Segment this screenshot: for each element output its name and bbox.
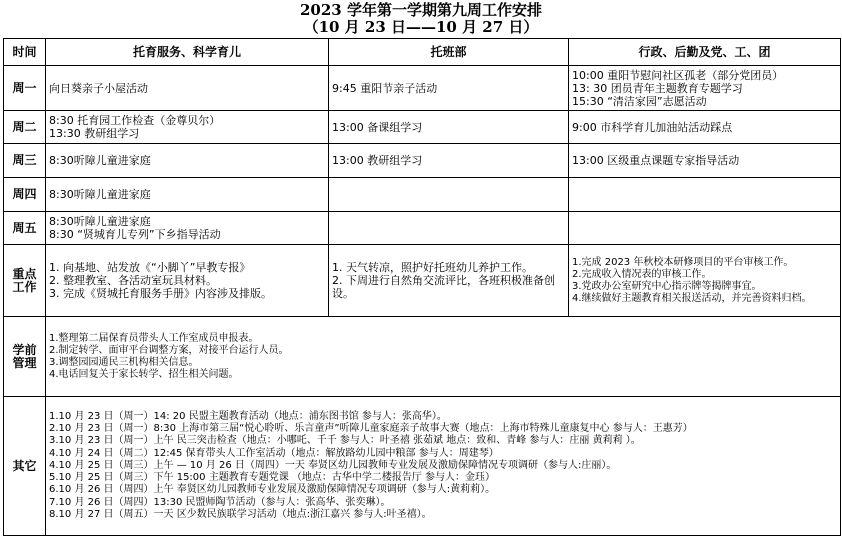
day-label: 周四 bbox=[4, 178, 46, 212]
day-label: 周三 bbox=[4, 144, 46, 178]
key-work-label: 重点 工作 bbox=[4, 245, 46, 317]
entry: 8:30听障儿童进家庭 bbox=[49, 154, 151, 167]
tuesday-admin bbox=[569, 111, 841, 144]
entry: 4.继续做好主题教育相关报送活动，并完善资料归档。 bbox=[572, 292, 812, 304]
thursday-admin bbox=[569, 178, 841, 212]
row-thursday bbox=[4, 178, 841, 212]
entry: 1.完成 2023 年秋校本研修项目的平台审核工作。 bbox=[572, 256, 794, 268]
entry: 5.10 月 25 日（周三）下午 15:00 主题教育专题党课 （地点：古华中学二楼报告厅 参与人：金珏） bbox=[49, 472, 496, 484]
entry: 15:30 “清洁家园”志愿活动 bbox=[572, 94, 707, 108]
day-label: 周一 bbox=[4, 66, 46, 111]
header-nursery: 托班部 bbox=[329, 39, 569, 66]
entry: 13:00 备课组学习 bbox=[332, 120, 423, 134]
preschool-content bbox=[46, 317, 841, 397]
entry: 4.10 月 25 日（周三）上午 — 10 月 26 日（周四）一天 奉贤区幼儿园教师专业发展及激励保障情况专项调研（参与人:庄丽）。 bbox=[49, 459, 617, 471]
entry: 3. 完成《贤城托育服务手册》内容涉及排版。 bbox=[49, 287, 272, 300]
row-monday bbox=[4, 66, 841, 111]
friday-admin bbox=[569, 212, 841, 245]
entry: 4.10 月 24 日（周二）12:45 保育带头人工作室活动（地点：解放路幼儿园中粮部 参与人：周建琴） bbox=[49, 447, 499, 459]
entry: 向日葵亲子小屋活动 bbox=[49, 81, 148, 95]
header-admin: 行政、后勤及党、工、团 bbox=[569, 39, 841, 66]
other-label: 其它 bbox=[4, 397, 46, 536]
header-row bbox=[4, 39, 841, 66]
wednesday-admin bbox=[569, 144, 841, 178]
entry: 1.整理第二届保育员带头人工作室成员申报表。 bbox=[49, 332, 259, 344]
tuesday-nursery bbox=[329, 111, 569, 144]
entry: 8.10 月 27 日（周五）一天 区少数民族联学习活动（地点:浙江嘉兴 参与人:叶圣禧）。 bbox=[49, 509, 432, 521]
tuesday-childcare bbox=[46, 111, 329, 144]
entry: 3.调整园园通民三机构相关信息。 bbox=[49, 356, 199, 368]
schedule-table bbox=[3, 38, 841, 536]
title-line-2: （10 月 23 日——10 月 27 日） bbox=[303, 18, 539, 36]
friday-nursery bbox=[329, 212, 569, 245]
key-work-admin bbox=[569, 245, 841, 317]
monday-nursery bbox=[329, 66, 569, 111]
entry: 2.完成收入情况表的审核工作。 bbox=[572, 268, 712, 280]
entry: 2. 整理教室、各活动室玩具材料。 bbox=[49, 274, 217, 287]
entry: 1. 天气转凉，照护好托班幼儿养护工作。 bbox=[332, 261, 533, 274]
row-other bbox=[4, 397, 841, 536]
wednesday-nursery bbox=[329, 144, 569, 178]
day-label: 周五 bbox=[4, 212, 46, 245]
entry: 13: 30 团员青年主题教育专题学习 bbox=[572, 81, 743, 95]
header-childcare: 托育服务、科学育儿 bbox=[46, 39, 329, 66]
entry: 2. 下周进行自然角交流评比，各班积极准备创设。 bbox=[332, 274, 555, 300]
thursday-childcare bbox=[46, 178, 329, 212]
entry: 3.10 月 23 日（周一）上午 民三突击检查（地点：小哪吒、千千 参与人：叶圣禧 张茹斌 地点：致和、青峰 参与人：庄丽 黄莉莉 ）。 bbox=[49, 435, 641, 447]
row-wednesday bbox=[4, 144, 841, 178]
title-line-1: 2023 学年第一学期第九周工作安排 bbox=[300, 1, 542, 19]
entry: 4.电话回复关于家长转学、招生相关问题。 bbox=[49, 368, 239, 380]
other-content bbox=[46, 397, 841, 536]
entry: 13:00 教研组学习 bbox=[332, 154, 423, 167]
entry: 8:30听障儿童进家庭 bbox=[49, 215, 151, 228]
entry: 10:00 重阳节慰问社区孤老（部分党团员） bbox=[572, 68, 784, 82]
monday-childcare bbox=[46, 66, 329, 111]
friday-childcare bbox=[46, 212, 329, 245]
entry: 9:45 重阳节亲子活动 bbox=[332, 81, 438, 95]
entry: 1. 向基地、站发放《“小脚丫”早教专报》 bbox=[49, 261, 251, 274]
entry: 8:30 “贤城育儿专列”下乡指导活动 bbox=[49, 228, 221, 241]
entry: 3.党政办公室研究中心指示牌等揭牌事宜。 bbox=[572, 280, 762, 292]
monday-admin bbox=[569, 66, 841, 111]
entry: 8:30 托育园工作检查（金尊贝尔） bbox=[49, 114, 221, 127]
day-label: 周二 bbox=[4, 111, 46, 144]
thursday-nursery bbox=[329, 178, 569, 212]
key-work-childcare bbox=[46, 245, 329, 317]
entry: 1.10 月 23 日（周一）14: 20 民盟主题教育活动（地点：浦东图书馆 参与人：张高华）。 bbox=[49, 410, 447, 422]
entry: 8:30听障儿童进家庭 bbox=[49, 188, 151, 201]
entry: 6.10 月 26 日（周四）上午 奉贤区幼儿园教师专业发展及激励保障情况专项调研（参与人:黄莉莉）。 bbox=[49, 484, 496, 496]
row-preschool bbox=[4, 317, 841, 397]
entry: 7.10 月 26 日（周四）13:30 民盟师陶节活动（参与人：张高华、张奕琳）。 bbox=[49, 496, 391, 508]
key-work-nursery bbox=[329, 245, 569, 317]
row-key-work bbox=[4, 245, 841, 317]
row-friday bbox=[4, 212, 841, 245]
entry: 13:30 教研组学习 bbox=[49, 127, 140, 140]
entry: 9:00 市科学育儿加油站活动踩点 bbox=[572, 120, 733, 134]
entry: 2.10 月 23 日（周一）8:30 上海市第三届“悦心聆听、乐言童声”听障儿童家庭亲子故事大赛（地点：上海市特殊儿童康复中心 参与人：王惠芳） bbox=[49, 422, 693, 434]
entry: 13:00 区级重点课题专家指导活动 bbox=[572, 154, 740, 167]
document-title bbox=[0, 0, 842, 36]
entry: 2.制定转学、面审平台调整方案，对接平台运行人员。 bbox=[49, 344, 289, 356]
header-time: 时间 bbox=[4, 39, 46, 66]
preschool-label: 学前 管理 bbox=[4, 317, 46, 397]
wednesday-childcare bbox=[46, 144, 329, 178]
row-tuesday bbox=[4, 111, 841, 144]
